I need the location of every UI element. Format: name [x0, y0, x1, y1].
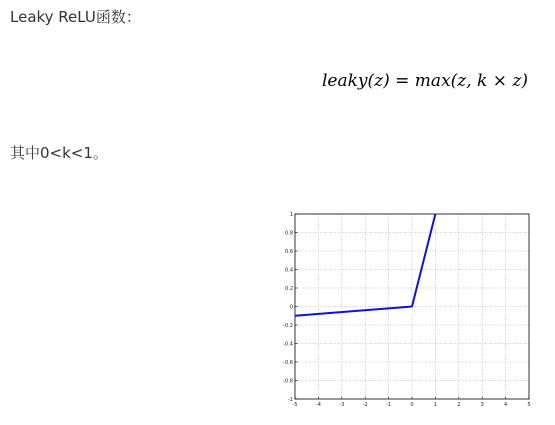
y-tick-label: -0.4 — [283, 341, 293, 348]
y-tick-label: 0.6 — [285, 248, 293, 255]
x-tick-label: 0 — [410, 402, 414, 408]
x-tick-label: 5 — [527, 402, 531, 408]
y-tick-label: 0.4 — [285, 267, 293, 274]
parameter-condition: 其中0<k<1。 — [10, 144, 108, 162]
x-tick-label: 3 — [480, 402, 484, 408]
x-tick-label: 2 — [457, 402, 461, 408]
y-tick-label: -1 — [288, 396, 293, 403]
leaky-relu-plot — [280, 208, 542, 408]
x-tick-label: 4 — [504, 402, 508, 408]
y-tick-label: -0.8 — [283, 378, 293, 385]
x-tick-label: -1 — [386, 402, 392, 408]
y-tick-labels — [283, 212, 293, 403]
y-tick-label: 1 — [289, 211, 293, 218]
leaky-relu-formula: leaky(z) = max(z, k × z) — [322, 71, 528, 91]
y-tick-label: 0.8 — [285, 230, 293, 237]
x-tick-labels — [293, 402, 531, 408]
x-tick-label: -2 — [362, 402, 368, 408]
x-tick-label: 1 — [433, 402, 437, 408]
x-tick-label: -4 — [315, 402, 321, 408]
x-tick-label: -3 — [339, 402, 345, 408]
y-tick-label: -0.2 — [283, 322, 293, 329]
x-tick-label: -5 — [292, 402, 298, 408]
leaky-relu-chart-svg — [280, 208, 542, 408]
y-tick-label: -0.6 — [283, 359, 293, 366]
section-heading: Leaky ReLU函数： — [10, 8, 141, 26]
y-tick-label: 0.2 — [285, 285, 293, 292]
y-tick-label: 0 — [289, 304, 293, 311]
